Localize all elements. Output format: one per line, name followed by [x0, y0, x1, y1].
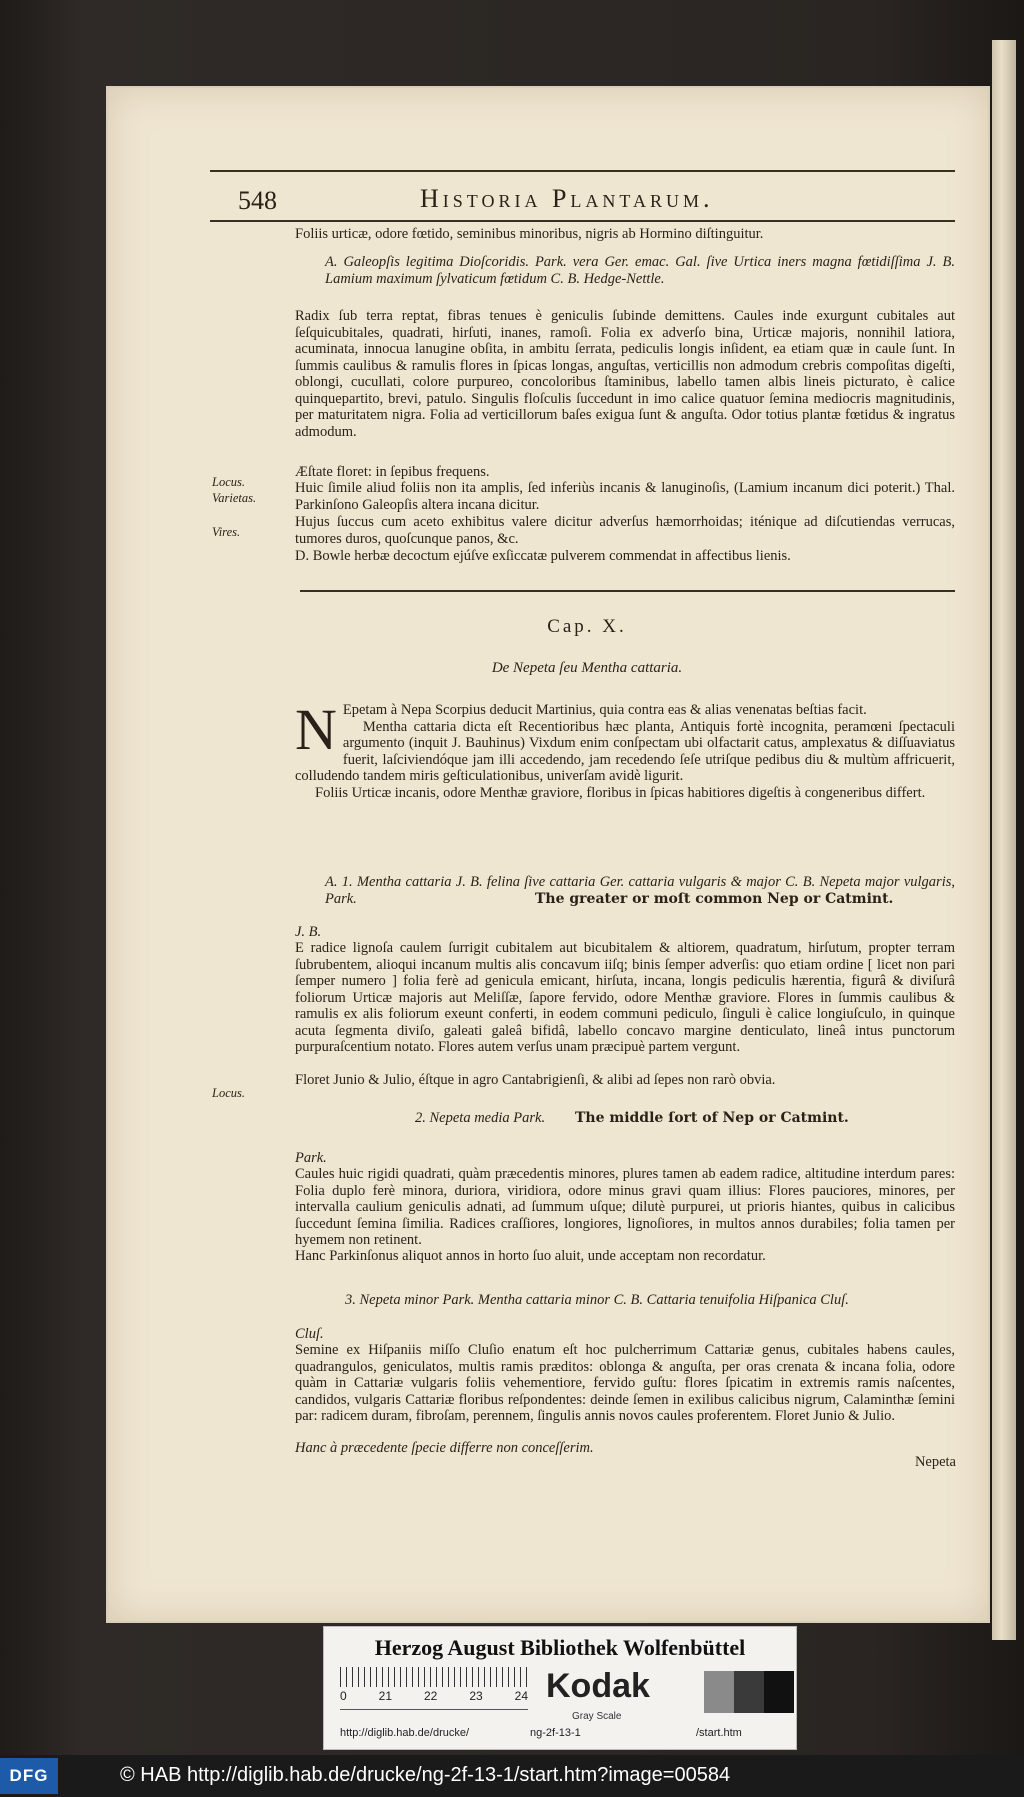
species2-heading: 2. Nepeta media Park.	[415, 1110, 546, 1126]
color-target-card	[323, 1626, 797, 1750]
species-a-heading: A. Galeopſis legitima Dioſcoridis. Park. vera Ger. emac. Gal. ſive Urtica iners magna fœtidiſſima J. B. Lamium maximum ſylvaticum fœtidum C. B. Hedge-Nettle.	[325, 254, 955, 287]
page-edge	[992, 40, 1016, 1640]
ruler	[340, 1667, 528, 1710]
kodak-logo: Kodak	[546, 1667, 650, 1705]
chapter-para-1: Epetam à Nepa Scorpius deducit Martinius, quia contra eas & alias venenatas beſtias facit.	[342, 702, 867, 718]
section-rule	[300, 590, 955, 592]
species2-english: The middle ſort of Nep or Catmint.	[575, 1110, 849, 1126]
section1-vires2: D. Bowle herbæ decoctum ejúſve exſiccatæ pulverem commendat in affectibus lienis.	[295, 548, 791, 564]
section1-description: Radix ſub terra reptat, fibras tenues è geniculis ſubinde demittens. Caules inde exurgunt cubitales aut ſeſquicubitales, quadrati, hirſuti, inanes, ramoſi. Folia ex adverſo bina, Urticæ majoris, nonnihil latiora, acuminata, innocua lanugine obſita, in ambitu ſerrata, pediculis longis inſident, ea etiam quæ in caule ſunt. In ſummis caulibus & ramulis flores in ſpicas longas, anguſtas, verticillis non admodum crebris compoſitas digeſti, oblongi, cucullati, colore purpureo, concoloribus ſtaminibus, labello tamen albis lineis picturato, è calice quinquepartito, brevi, patulo. Singulis floſculis ſuccedunt in imo calice quatuor ſemina mediocris magnitudinis, per maturitatem nigra. Folia ad verticillorum baſes exigua ſunt & anguſta. Odor totius plantæ fœtidus & ingratus admodum.	[295, 308, 955, 440]
url-left: http://diglib.hab.de/drucke/	[340, 1727, 470, 1739]
chapter-intro	[295, 697, 955, 801]
url-mid: ng-2f-13-1	[530, 1727, 581, 1739]
section1-varietas: Huic ſimile aliud foliis non ita amplis, ſed inferiùs incanis & lanuginoſis, (Lamium incanum dici poterit.) Thal. Parkinſono Galeopſis altera incana dicitur.	[295, 480, 955, 513]
species3-note: Hanc à præcedente ſpecie differre non conceſſerim.	[295, 1440, 594, 1456]
section1-intro: Foliis urticæ, odore fœtido, seminibus minoribus, nigris ab Hormino diſtinguitur.	[295, 226, 764, 242]
species1-text: E radice lignoſa caulem ſurrigit cubitalem aut bicubitalem & altiorem, quadratum, hirſutum, propter terram ſubrubentem, alioqui incanum multis alis concavum iiſq; binis ſemper adverſis: quo etiam ordine [ licet non pari ſemper numero ] folia ferè ad genicula emicant, hirſuta, incana, longis pediculis hærentia, figurâ & diviſurâ foliorum Urticæ majoris aut Meliſſæ, ſapore fervido, odore Menthæ graviore. Flores in ſummis caulibus & ramulis ex alis foliorum exeunt conferti, in eodem communi pediculo, ſinguli è calice longiuſculo, in quinque acuta ſegmenta diviſo, galeati galeâ bifidâ, labello concavo margine denticulato, lineâ intus punctorum purpuraſcentium notato. Flores autem verſus unam præcipuè partem vergunt.	[295, 940, 955, 1055]
copyright-link[interactable]: © HAB http://diglib.hab.de/drucke/ng-2f-13-1/start.htm?image=00584	[120, 1764, 731, 1786]
section1-locus: Æſtate floret: in ſepibus frequens.	[295, 464, 490, 480]
species1-locus: Floret Junio & Julio, éſtque in agro Cantabrigienſi, & alibi ad ſepes non rarò obvia.	[295, 1072, 776, 1088]
margin-note-varietas: Varietas.	[212, 491, 257, 505]
species3-heading: 3. Nepeta minor Park. Mentha cattaria minor C. B. Cattaria tenuifolia Hiſpanica Cluſ.	[345, 1292, 849, 1308]
header-rule	[210, 220, 955, 222]
ruler-number: 23	[469, 1689, 483, 1703]
gray-swatch	[734, 1671, 764, 1713]
species1-english: The greater or moſt common Nep or Catmint.	[535, 891, 894, 907]
gray-swatch	[764, 1671, 794, 1713]
gray-swatches	[704, 1671, 794, 1713]
chapter-para-2: Mentha cattaria dicta eſt Recentioribus hæc planta, Antiquis fortè incognita, peramœni ſpectaculi argumento (inquit J. Bauhinus) Vixdum enim conſpectam ubi olfactarit catus, amplexatus & diſſuaviatus fuerit, laſciviendóque jam illi accedendo, jam recedendo ſeſe utriſque pedibus diu & multùm affricuerit, colludendo tandem miris geſticulationibus, univerſam avidè ligurit.	[295, 718, 955, 784]
species2-note: Hanc Parkinſonus aliquot annos in horto ſuo aluit, unde acceptam non recordatur.	[295, 1248, 766, 1264]
ruler-number: 0	[340, 1689, 347, 1703]
species1-heading: A. 1. Mentha cattaria J. B. felina ſive cattaria Ger. cattaria vulgaris & major C. B. Nepeta major vulgaris, Park.	[325, 874, 955, 907]
dfg-logo[interactable]: DFG	[0, 1758, 58, 1794]
ruler-ticks	[340, 1667, 528, 1687]
section1-vires1: Hujus ſuccus cum aceto exhibitus valere dicitur adverſus hæmorrhoidas; iténique ad diſcutiendas verrucas, tumores duros, quoſcunque panos, &c.	[295, 514, 955, 547]
chapter-subtitle: De Nepeta ſeu Mentha cattaria.	[491, 660, 683, 676]
ruler-numbers	[340, 1689, 528, 1703]
species3-text: Semine ex Hiſpaniis miſſo Cluſio enatum eſt hoc pulcherrimum Cattariæ genus, cubitales habens caules, quadrangulos, geniculatos, multis ramis præditos: oblonga & anguſta, per oras crenata & incana folia, odore quàm in Cattariæ vulgaris foliis vehementiore, fervido guſtu: flores ſpicatim in extremis ramis naſcentes, candidos, vulgaris Cattariæ floribus reſpondentes: deinde ſemen in exilibus calicibus nigrum, Calaminthæ ſemini par: radicem duram, fibroſam, perennem, ſingulis annis novos caules proferentem. Floret Junio & Julio.	[295, 1342, 955, 1424]
url-right: /start.htm	[696, 1727, 742, 1739]
ruler-number: 24	[514, 1689, 528, 1703]
margin-note-locus: Locus.	[212, 1086, 245, 1100]
species3-source: Cluſ.	[295, 1326, 324, 1342]
page-number: 548	[238, 186, 277, 215]
chapter-para-3: Foliis Urticæ incanis, odore Menthæ graviore, floribus in ſpicas habitiores digeſtis à congeneribus differt.	[315, 784, 926, 801]
header-rule	[210, 170, 955, 172]
ruler-number: 22	[423, 1689, 438, 1703]
catchword: Nepeta	[914, 1454, 956, 1470]
gray-swatch	[704, 1671, 734, 1713]
grayscale-label: Gray Scale	[572, 1711, 622, 1722]
library-name: Herzog August Bibliothek Wolfenbüttel	[374, 1635, 746, 1660]
margin-note-vires: Vires.	[212, 525, 241, 539]
species2-source: Park.	[295, 1150, 327, 1166]
ruler-number: 21	[378, 1689, 393, 1703]
species1-source: J. B.	[295, 924, 322, 940]
drop-cap: N	[295, 697, 337, 762]
species2-text: Caules huic rigidi quadrati, quàm præcedentis minores, plures tamen ab eadem radice, altitudine interdum pares: Folia duplo ferè minora, duriora, viridiora, odore minus gravi quam illius: Flores pauciores, minores, per intervalla caulium geniculis adnati, ad ſummum uſque; dilutè purpurei, ut prioris hiantes, quibus in calicibus ſuccedunt ſemina ſimilia. Radices craſſiores, longiores, lignoſiores, in multos annos durabiles; folia tamen per hyemem non retinent.	[295, 1166, 955, 1248]
margin-note-locus: Locus.	[212, 475, 245, 489]
running-title: Historia Plantarum.	[420, 184, 714, 213]
chapter-title: Cap. X.	[547, 616, 627, 637]
